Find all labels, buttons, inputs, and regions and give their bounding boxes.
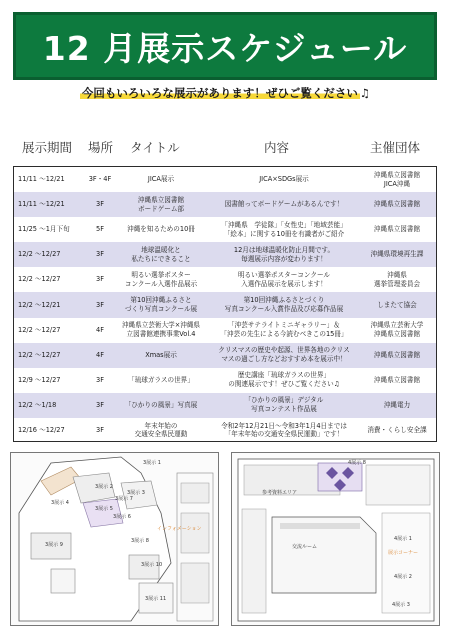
cell-title <box>112 393 210 418</box>
cell-title-line: 沖縄県立図書館 <box>137 195 185 204</box>
map-label: 4展示 1 <box>394 536 412 542</box>
cell-content <box>212 368 356 393</box>
cell-place: 3F <box>96 426 104 434</box>
cell-period: 11/25 ～1月下旬 <box>18 225 70 234</box>
cell-content-line: 歴史講座「琉球ガラスの世界」 <box>237 371 331 380</box>
map-label: 4展示 8 <box>348 460 366 466</box>
cell-org-line: 沖縄県立図書館 <box>373 170 421 179</box>
cell-title <box>112 242 210 267</box>
cell-place: 3F・4F <box>88 175 112 184</box>
table-row <box>14 318 436 343</box>
cell-org <box>358 343 436 368</box>
cell-title <box>112 267 210 292</box>
cell-title <box>112 343 210 368</box>
cell-place: 4F <box>96 350 104 359</box>
cell-org-line: JICA沖縄 <box>383 179 411 188</box>
cell-place: 3F <box>96 200 104 209</box>
header-title: タイトル <box>130 140 180 155</box>
cell-org <box>358 267 436 292</box>
floor-plan-3f-drawing <box>11 453 219 626</box>
cell-title <box>112 368 210 393</box>
cell-content-line: 「沖芸サテライトミニギャラリー」＆ <box>228 321 340 330</box>
cell-period: 12/9 ～12/27 <box>18 375 61 384</box>
floor-map-4f <box>231 452 440 626</box>
cell-org-line: 沖縄県立図書館 <box>373 350 421 359</box>
cell-org-line: 沖縄県立図書館 <box>373 225 421 234</box>
cell-content <box>212 267 356 292</box>
cell-org <box>358 242 436 267</box>
cell-title <box>112 318 210 343</box>
cell-org-line: 消費・くらし安全課 <box>367 426 427 434</box>
table-row <box>14 267 436 292</box>
column-headers <box>0 138 450 158</box>
cell-title-line: 立図書館連携事業Vol.4 <box>126 330 196 339</box>
cell-title-line: 「琉球ガラスの世界」 <box>128 375 194 384</box>
cell-org-line: しまたて協会 <box>377 300 417 309</box>
table-row <box>14 192 436 217</box>
map-label: 3展示 1 <box>143 460 161 466</box>
cell-org-line: 沖縄県立図書館 <box>373 330 421 339</box>
cell-content <box>212 242 356 267</box>
cell-org-line: 沖縄県立図書館 <box>373 375 421 384</box>
cell-org-line: 沖縄県立図書館 <box>373 200 421 209</box>
table-row <box>14 242 436 267</box>
cell-period: 12/2 ～12/27 <box>18 350 61 359</box>
cell-content-line: マスの過ごし方などおすすめ本を展示中！ <box>221 355 347 364</box>
cell-org <box>358 217 436 242</box>
cell-title-line: 沖縄県立芸術大学×沖縄県 <box>121 321 201 330</box>
cell-org-line: 沖縄電力 <box>383 400 411 409</box>
cell-title-line: 年末年始の <box>144 421 178 430</box>
cell-org-line: 沖縄県立芸術大学 <box>370 321 424 330</box>
cell-content-line: 図書館ってボードゲームがあるんです！ <box>224 200 344 209</box>
schedule-table <box>13 166 437 442</box>
table-row <box>14 393 436 418</box>
cell-title <box>112 418 210 442</box>
cell-org <box>358 192 436 217</box>
cell-content-line: の関連展示です！ぜひご覧ください♫ <box>228 380 340 389</box>
map-label: 交流ルーム <box>292 544 318 550</box>
cell-org <box>358 418 436 442</box>
cell-title <box>112 192 210 217</box>
cell-content-line: 明るい選挙ポスターコンクール <box>237 271 331 279</box>
cell-period: 12/16 ～12/27 <box>18 426 65 434</box>
map-label: 3展示 4 <box>51 500 69 506</box>
cell-content <box>212 192 356 217</box>
cell-content <box>212 217 356 242</box>
cell-content-line: クリスマスの歴史や起源、世界各地のクリス <box>218 346 350 355</box>
cell-content <box>212 393 356 418</box>
table-row <box>14 368 436 393</box>
map-label: 3展示 6 <box>113 514 131 520</box>
cell-content <box>212 418 356 442</box>
header-content: 内容 <box>264 140 290 155</box>
cell-place: 3F <box>96 275 104 284</box>
cell-title-line: コンクール入選作品展示 <box>124 279 198 288</box>
cell-title-line: 第10回沖縄ふるさと <box>130 296 192 305</box>
cell-period: 12/2 ～12/27 <box>18 275 61 284</box>
cell-place: 3F <box>96 375 104 384</box>
map-label: 3展示 2 <box>95 484 113 490</box>
cell-content <box>212 318 356 343</box>
cell-period: 12/2 ～12/27 <box>18 325 61 334</box>
page-title: 12 月展示スケジュール <box>42 28 408 68</box>
cell-content-line: 「ひかりの風景」デジタル <box>244 396 324 405</box>
cell-org <box>358 368 436 393</box>
subtitle <box>0 85 450 101</box>
cell-content-line: 毎週展示内容が変わります！ <box>241 254 327 263</box>
map-label: 3展示 7 <box>115 496 133 502</box>
cell-place: 4F <box>96 325 104 334</box>
map-label: 参考資料エリア <box>262 490 298 496</box>
table-row <box>14 217 436 242</box>
cell-org <box>358 292 436 317</box>
cell-title <box>112 167 210 192</box>
cell-content-line: 入選作品展示を展示します！ <box>241 279 327 288</box>
map-label-info: インフォメーション <box>157 526 202 532</box>
floor-map-3f <box>10 452 219 626</box>
cell-title-line: 「ひかりの風景」写真展 <box>124 400 198 409</box>
cell-title-line: ボードゲーム部 <box>137 204 185 213</box>
table-row <box>14 167 436 192</box>
map-label: 4展示 3 <box>392 602 410 608</box>
cell-title-line: 明るい選挙ポスター <box>131 271 191 279</box>
cell-title <box>112 217 210 242</box>
header-period: 展示期間 <box>22 140 73 155</box>
cell-content <box>212 343 356 368</box>
table-row <box>14 343 436 368</box>
cell-title-line: 交通安全県民運動 <box>134 430 188 439</box>
cell-content-line: 写真コンテスト作品展 <box>251 405 317 414</box>
map-label: 3展示 9 <box>45 542 63 548</box>
cell-period: 12/2 ～1/18 <box>18 400 57 409</box>
cell-title-line: Xmas展示 <box>145 350 177 359</box>
cell-org-line: 選挙管理委員会 <box>373 279 421 288</box>
cell-content-line: 「年末年始の交通安全県民運動」です！ <box>224 430 344 439</box>
map-label: 3展示 3 <box>127 490 145 496</box>
cell-title-line: 私たちにできること <box>131 254 191 263</box>
cell-place: 3F <box>96 400 104 409</box>
table-row <box>14 418 436 442</box>
cell-title-line: づくり写真コンクール展 <box>124 304 198 313</box>
cell-org-line: 沖縄県環境再生課 <box>370 250 424 259</box>
cell-org <box>358 167 436 192</box>
cell-title-line: 地球温暖化と <box>141 245 181 254</box>
music-note-icon: ♫ <box>359 86 371 100</box>
title-banner <box>13 12 437 80</box>
cell-place: 5F <box>96 225 104 234</box>
cell-content-line: 「沖縄県 学徒隊」「女性史」「地域芸能」 <box>221 220 347 229</box>
cell-place: 3F <box>96 250 104 259</box>
cell-title-line: JICA展示 <box>147 175 175 184</box>
cell-content <box>212 167 356 192</box>
cell-title-line: 沖縄を知るための10冊 <box>127 225 195 234</box>
cell-content-line: 第10回沖縄ふるさとづくり <box>243 296 325 305</box>
cell-content-line: 12月は地球温暖化防止月間です。 <box>233 245 335 254</box>
cell-content-line: JICA×SDGs展示 <box>259 175 309 184</box>
table-row <box>14 292 436 317</box>
map-label: 3展示 11 <box>145 596 167 602</box>
cell-title <box>112 292 210 317</box>
cell-org <box>358 393 436 418</box>
map-label: 3展示 10 <box>141 562 163 568</box>
map-label: 3展示 5 <box>95 506 113 512</box>
cell-place: 3F <box>96 300 104 309</box>
cell-content-line: 写真コンクール入賞作品及び応募作品展 <box>224 304 344 313</box>
header-org: 主催団体 <box>370 140 421 155</box>
map-label-corner: 展示コーナー <box>388 550 419 556</box>
cell-org <box>358 318 436 343</box>
cell-content-line: 「沖芸の先生による今読むべきこの15冊」 <box>220 330 348 339</box>
cell-org-line: 沖縄県 <box>387 271 407 279</box>
cell-content <box>212 292 356 317</box>
map-label: 4展示 2 <box>394 574 412 580</box>
cell-period: 11/11 ～12/21 <box>18 200 65 209</box>
header-place: 場所 <box>88 140 114 155</box>
cell-period: 12/2 ～12/21 <box>18 300 61 309</box>
map-label: 3展示 8 <box>131 538 149 544</box>
cell-period: 11/11 ～12/21 <box>18 175 65 184</box>
subtitle-text: 今回もいろいろな展示があります！ぜひご覧ください <box>81 86 358 100</box>
cell-period: 12/2 ～12/27 <box>18 250 61 259</box>
cell-content-line: 「絵本」に関する10冊を有識者がご紹介 <box>223 229 345 238</box>
cell-content-line: 令和2年12月21日～令和3年1月4日までは <box>221 421 347 430</box>
